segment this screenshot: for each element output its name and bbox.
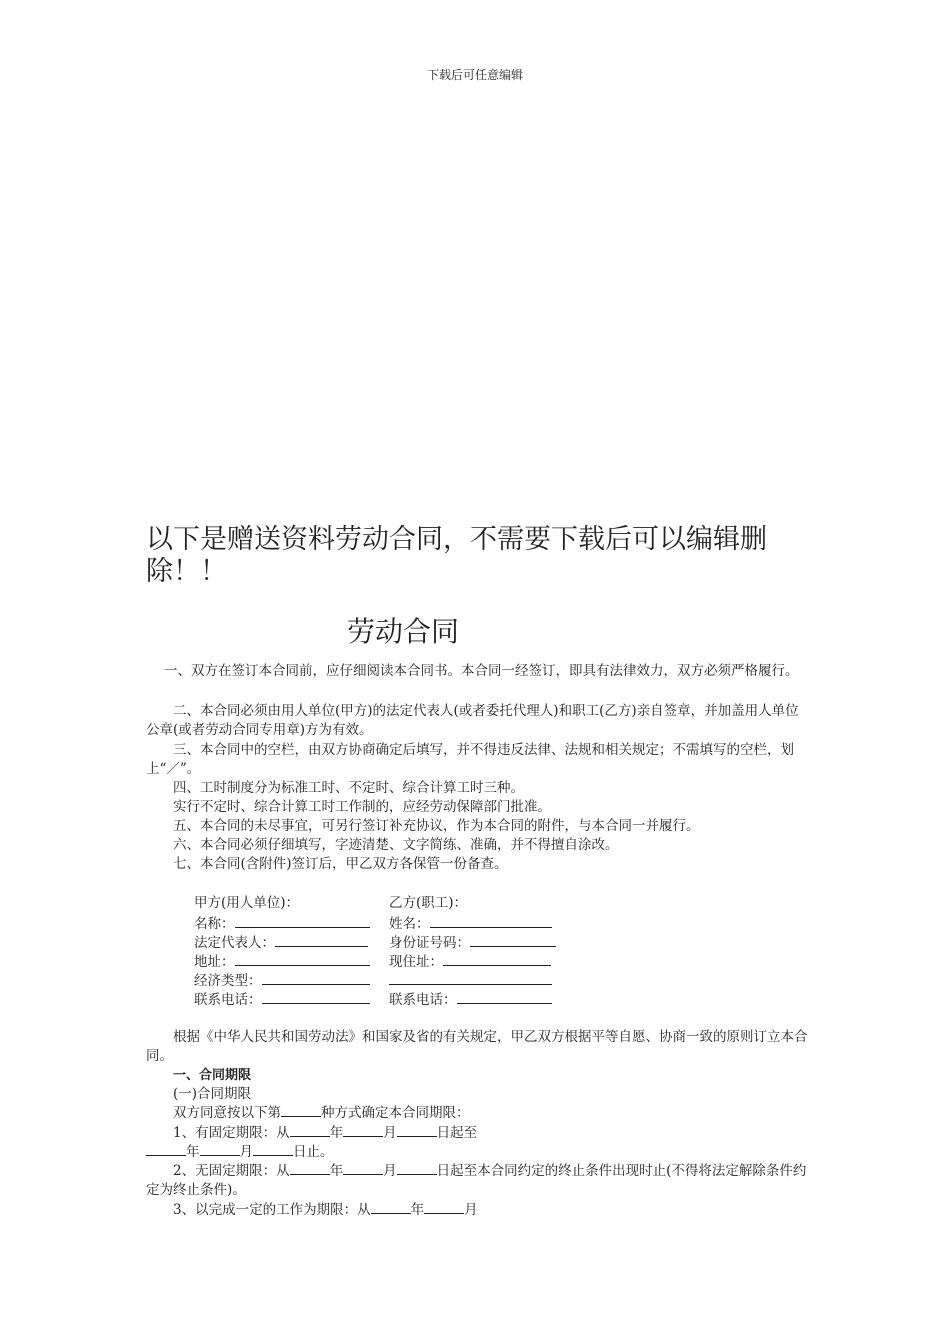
month-label: 月	[383, 1125, 397, 1141]
party-a-rep-row	[194, 932, 368, 953]
page-header: 下载后可任意编辑	[426, 68, 523, 82]
year-label: 年	[186, 1144, 200, 1160]
party-b-address-row	[389, 951, 551, 972]
party-a-heading: 甲方(用人单位)：	[194, 895, 300, 911]
term-method-field[interactable]	[281, 1104, 321, 1117]
party-b-extra-field[interactable]	[389, 970, 552, 985]
party-a-phone-field[interactable]	[262, 989, 370, 1004]
party-a-type-row	[194, 970, 370, 991]
party-b-extra-row	[389, 970, 552, 991]
party-a-name-field[interactable]	[235, 913, 370, 928]
nonfixed-start-day-field[interactable]	[397, 1162, 437, 1175]
instruction-4: 四、工时制度分为标准工时、不定时、综合计算工时三种。	[173, 780, 524, 796]
year-label: 年	[410, 1202, 425, 1218]
contract-title: 劳动合同	[346, 615, 459, 648]
party-b-phone-label: 联系电话：	[389, 992, 457, 1008]
party-b-phone-row	[389, 989, 552, 1010]
instruction-7: 七、本合同(含附件)签订后，甲乙双方各保管一份备查。	[173, 856, 508, 872]
party-b-heading: 乙方(职工)：	[389, 895, 468, 911]
party-b-name-label: 姓名：	[389, 916, 430, 932]
instruction-6: 六、本合同必须仔细填写，字迹清楚、文字简练、准确，并不得擅自涂改。	[173, 837, 619, 853]
nonfixed-start-year-field[interactable]	[290, 1162, 330, 1175]
party-a-address-row	[194, 951, 370, 972]
term-method-row	[173, 1104, 470, 1123]
instruction-4-note: 实行不定时、综合计算工时工作制的，应经劳动保障部门批准。	[173, 799, 551, 815]
task-term-row	[173, 1201, 478, 1220]
fixed-term-label: 1、有固定期限：从	[173, 1125, 290, 1141]
party-a-address-label: 地址：	[194, 954, 235, 970]
fixed-end-day-field[interactable]	[253, 1143, 293, 1156]
party-b-address-field[interactable]	[443, 951, 551, 966]
party-b-phone-field[interactable]	[457, 989, 552, 1004]
party-a-type-label: 经济类型：	[194, 973, 262, 989]
party-a-phone-label: 联系电话：	[194, 992, 262, 1008]
party-a-rep-label: 法定代表人：	[194, 935, 275, 951]
fixed-start-month-field[interactable]	[343, 1124, 383, 1137]
gift-notice: 以下是赠送资料劳动合同，不需要下载后可以编辑删除！！	[146, 524, 767, 587]
party-b-id-field[interactable]	[470, 932, 556, 947]
nonfixed-term-label: 2、无固定期限：从	[173, 1163, 290, 1179]
instruction-2: 二、本合同必须由用人单位(甲方)的法定代表人(或者委托代理人)和职工(乙方)亲自签章，并加盖用人单位公章(或者劳动合同专用章)方为有效。	[146, 703, 799, 738]
nonfixed-term-text: 日起至本合同约定的终止条件出现时止(不得将法定解除条件约定为终止条件)。	[146, 1163, 807, 1198]
fixed-term-row	[173, 1124, 477, 1143]
instruction-5: 五、本合同的未尽事宜，可另行签订补充协议，作为本合同的附件，与本合同一并履行。	[173, 818, 700, 834]
fixed-term-until: 日起至	[436, 1125, 478, 1141]
term-method-pre: 双方同意按以下第	[173, 1105, 281, 1121]
fixed-start-day-field[interactable]	[397, 1124, 437, 1137]
basis-paragraph: 根据《中华人民共和国劳动法》和国家及省的有关规定，甲乙双方根据平等自愿、协商一致的原则订立本合同。	[146, 1029, 808, 1064]
instruction-3: 三、本合同中的空栏，由双方协商确定后填写，并不得违反法律、法规和相关规定；不需填写的空栏，划上“／”。	[146, 742, 794, 777]
fixed-end-year-field[interactable]	[146, 1143, 186, 1156]
month-label: 月	[464, 1202, 478, 1218]
party-b-name-row	[389, 913, 552, 934]
party-b-id-row	[389, 932, 556, 953]
party-a-phone-row	[194, 989, 370, 1010]
section-1-heading: 一、合同期限	[173, 1068, 252, 1083]
party-a-type-field[interactable]	[262, 970, 370, 985]
task-start-month-field[interactable]	[424, 1201, 464, 1214]
nonfixed-term-row	[146, 1162, 812, 1200]
fixed-start-year-field[interactable]	[290, 1124, 330, 1137]
party-a-address-field[interactable]	[235, 951, 370, 966]
month-label: 月	[383, 1163, 397, 1179]
year-label: 年	[329, 1125, 344, 1141]
nonfixed-start-month-field[interactable]	[343, 1162, 383, 1175]
party-a-name-row	[194, 913, 370, 934]
task-start-year-field[interactable]	[371, 1201, 411, 1214]
party-b-id-label: 身份证号码：	[389, 935, 470, 951]
party-b-address-label: 现住址：	[389, 954, 443, 970]
party-a-name-label: 名称：	[194, 916, 235, 932]
term-method-post: 种方式确定本合同期限：	[321, 1105, 470, 1121]
month-label: 月	[239, 1144, 253, 1160]
instruction-1: 一、双方在签订本合同前，应仔细阅读本合同书。本合同一经签订，即具有法律效力，双方必须严格履行。	[164, 663, 799, 679]
section-1-subheading: (一)合同期限	[173, 1086, 252, 1102]
fixed-end-month-field[interactable]	[200, 1143, 240, 1156]
fixed-term-end-row	[146, 1143, 334, 1162]
party-a-rep-field[interactable]	[275, 932, 368, 947]
fixed-term-end: 日止。	[293, 1144, 334, 1160]
year-label: 年	[329, 1163, 344, 1179]
task-term-label: 3、以完成一定的工作为期限：从	[173, 1202, 371, 1218]
party-b-name-field[interactable]	[430, 913, 552, 928]
